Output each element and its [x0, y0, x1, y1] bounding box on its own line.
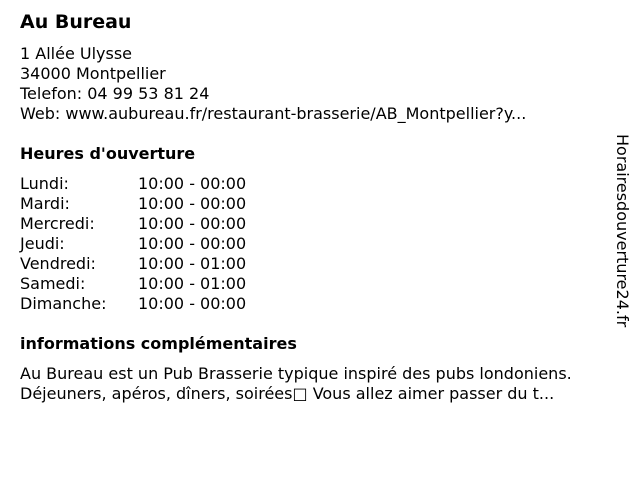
side-brand-watermark: Horairesdouverture24.fr [613, 134, 632, 328]
hours-time: 10:00 - 00:00 [138, 194, 247, 213]
hours-row [20, 294, 246, 314]
hours-time: 10:00 - 00:00 [138, 174, 247, 193]
hours-time: 10:00 - 00:00 [138, 234, 247, 253]
web-line: Web: www.aubureau.fr/restaurant-brasserie/AB_Montpellier?y... [20, 104, 527, 123]
hours-time: 10:00 - 00:00 [138, 294, 247, 313]
hours-row [20, 234, 246, 254]
hours-row [20, 194, 246, 214]
description-line: Déjeuners, apéros, dîners, soirées□ Vous allez aimer passer du t... [20, 384, 555, 403]
hours-time: 10:00 - 01:00 [138, 254, 247, 273]
hours-row [20, 174, 246, 194]
info-heading: informations complémentaires [20, 334, 297, 353]
hours-day: Lundi: [20, 174, 69, 193]
hours-day: Mardi: [20, 194, 70, 213]
description-line: Au Bureau est un Pub Brasserie typique inspiré des pubs londoniens. [20, 364, 572, 383]
description-block [20, 364, 572, 404]
address-city: 34000 Montpellier [20, 64, 166, 83]
phone-line: Telefon: 04 99 53 81 24 [20, 84, 210, 103]
hours-day: Samedi: [20, 274, 86, 293]
hours-day: Vendredi: [20, 254, 96, 273]
hours-time: 10:00 - 00:00 [138, 214, 247, 233]
hours-table [20, 174, 246, 314]
hours-row [20, 214, 246, 234]
hours-day: Jeudi: [20, 234, 65, 253]
hours-row [20, 274, 246, 294]
hours-heading: Heures d'ouverture [20, 144, 196, 163]
address-block [20, 44, 526, 124]
hours-row [20, 254, 246, 274]
hours-day: Mercredi: [20, 214, 95, 233]
business-name: Au Bureau [20, 11, 132, 33]
hours-time: 10:00 - 01:00 [138, 274, 247, 293]
hours-day: Dimanche: [20, 294, 107, 313]
address-street: 1 Allée Ulysse [20, 44, 133, 63]
